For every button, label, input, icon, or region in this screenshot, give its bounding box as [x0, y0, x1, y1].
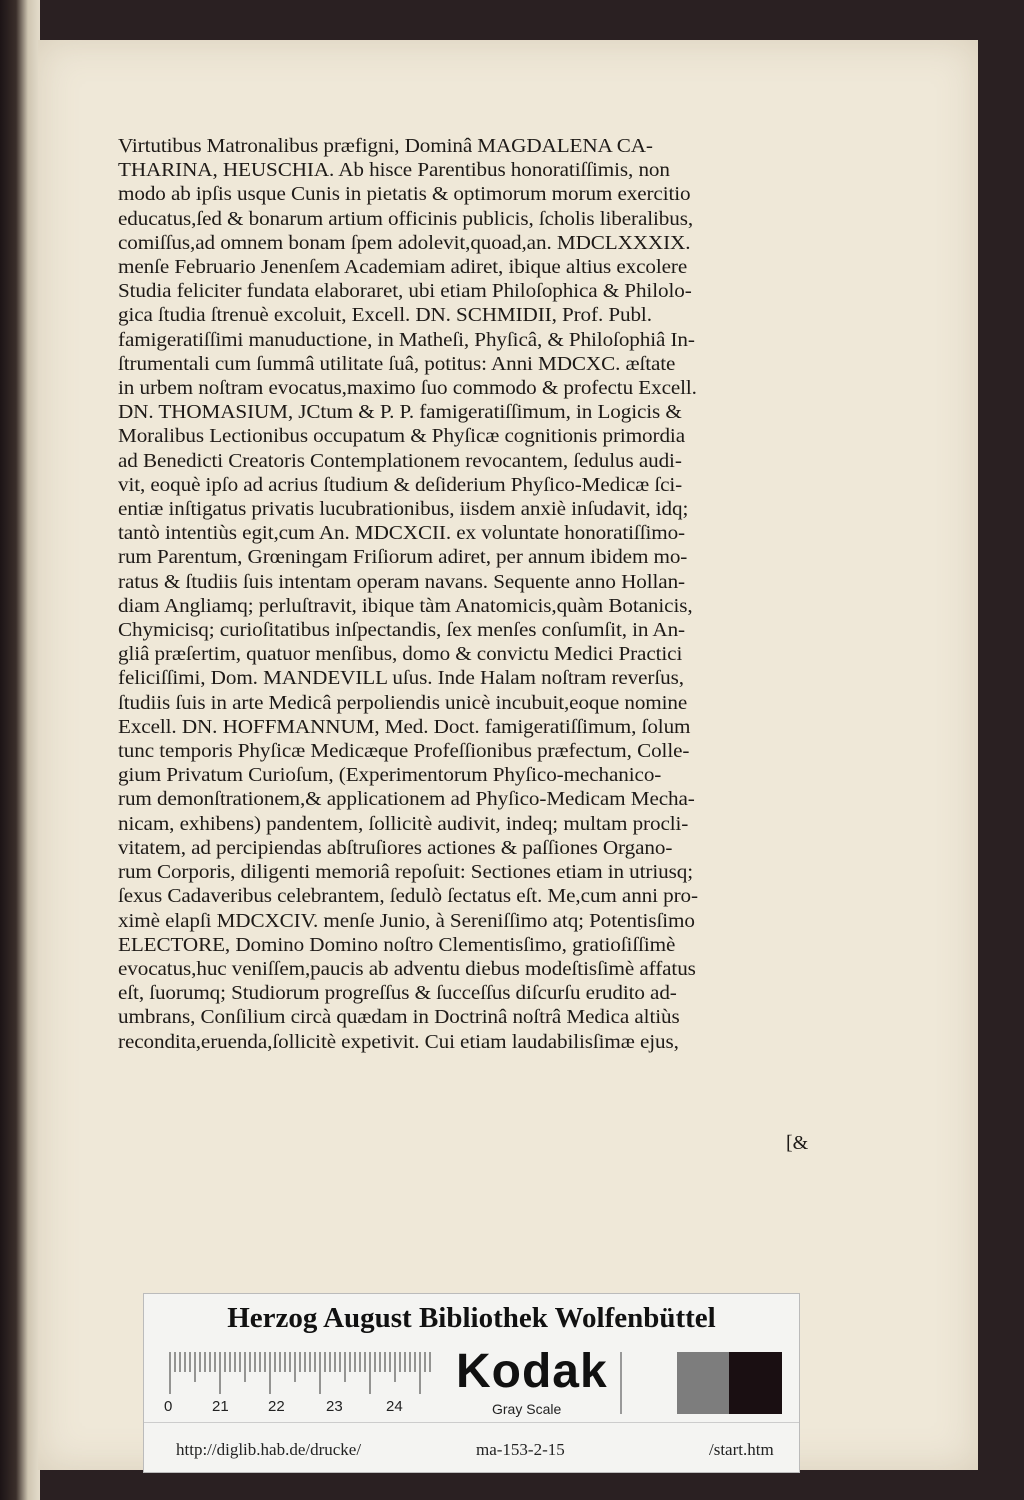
- text-line: Chymicisq; curioſitatibus inſpectandis, ſex menſes conſumſit, in An-: [118, 620, 685, 642]
- text-line: tantò intentiùs egit,cum An. MDCXCII. ex voluntate honoratiſſimo-: [118, 523, 685, 545]
- divider: [620, 1352, 622, 1414]
- text-line: THARINA, HEUSCHIA. Ab hisce Parentibus honoratiſſimis, non: [118, 160, 670, 182]
- text-line: Studia feliciter fundata elaboraret, ubi etiam Philoſophica & Philolo-: [118, 281, 692, 303]
- text-line: entiæ inſtigatus privatis lucubrationibus, iisdem anxiè inſudavit, idq;: [118, 499, 689, 521]
- catchword: [&: [786, 1132, 809, 1154]
- url-start: /start.htm: [709, 1440, 774, 1459]
- gray-swatch: [677, 1352, 729, 1414]
- text-line: in urbem noſtram evocatus,maximo ſuo commodo & profectu Excell.: [118, 378, 697, 400]
- text-line: recondita,eruenda,ſollicitè expetivit. Cui etiam laudabilisſimæ ejus,: [118, 1031, 679, 1053]
- kodak-logo: Kodak: [456, 1345, 608, 1398]
- library-title: Herzog August Bibliothek Wolfenbüttel: [227, 1302, 716, 1334]
- text-line: famigeratiſſimi manuductione, in Matheſi, Phyſicâ, & Philoſophiâ In-: [118, 329, 695, 351]
- card-divider: [144, 1422, 799, 1423]
- text-line: ſexus Cadaveribus celebrantem, ſedulò ſectatus eſt. Me,cum anni pro-: [118, 886, 698, 908]
- page-text: [118, 135, 858, 1055]
- gray-scale-label: Gray Scale: [492, 1401, 562, 1417]
- text-line: ad Benedicti Creatoris Contemplationem revocantem, ſedulus audi-: [118, 450, 682, 472]
- text-line: Virtutibus Matronalibus præfigni, Dominâ MAGDALENA CA-: [118, 136, 653, 157]
- text-line: ratus & ſtudiis ſuis intentam operam navans. Sequente anno Hollan-: [118, 571, 685, 593]
- book-page: [38, 40, 978, 1470]
- ruler-label: 21: [212, 1398, 229, 1415]
- text-line: Moralibus Lectionibus occupatum & Phyſicæ cognitionis primordia: [118, 426, 685, 448]
- book-spine-edge: [0, 0, 40, 1500]
- ruler-label: 22: [268, 1398, 285, 1415]
- text-line: DN. THOMASIUM, JCtum & P. P. famigeratiſſimum, in Logicis &: [118, 402, 682, 424]
- text-line: Excell. DN. HOFFMANNUM, Med. Doct. famigeratiſſimum, ſolum: [118, 716, 691, 738]
- text-line: vitatem, ad percipiendas abſtruſiores actiones & paſſiones Organo-: [118, 837, 673, 859]
- ruler-label: 0: [164, 1398, 173, 1415]
- text-line: ſtudiis ſuis in arte Medicâ perpoliendis unicè incubuit,eoque nomine: [118, 692, 688, 714]
- text-line: tunc temporis Phyſicæ Medicæque Profeſſionibus præfectum, Colle-: [118, 741, 690, 763]
- text-line: eſt, ſuorumq; Studiorum progreſſus & ſucceſſus diſcurſu erudito ad-: [118, 983, 677, 1005]
- text-line: diam Angliamq; perluſtravit, ibique tàm Anatomicis,quàm Botanicis,: [118, 595, 693, 617]
- text-line: educatus,ſed & bonarum artium officinis publicis, ſcholis liberalibus,: [118, 208, 693, 230]
- text-line: gliâ præſertim, quatuor menſibus, domo & convictu Medici Practici: [118, 644, 682, 666]
- text-line: modo ab ipſis usque Cunis in pietatis & optimorum morum exercitio: [118, 184, 691, 206]
- black-swatch: [729, 1352, 782, 1414]
- ruler-scale: [168, 1352, 433, 1394]
- text-line: vit, eoquè ipſo ad acrius ſtudium & deſiderium Phyſico-Medicæ ſci-: [118, 474, 682, 496]
- text-line: rum Corporis, diligenti memoriâ repoſuit: Sectiones etiam in utriusq;: [118, 862, 693, 884]
- text-line: gica ſtudia ſtrenuè excoluit, Excell. DN. SCHMIDII, Prof. Publ.: [118, 305, 652, 327]
- text-line: feliciſſimi, Dom. MANDEVILL uſus. Inde Halam noſtram reverſus,: [118, 668, 684, 690]
- ruler-label: 24: [386, 1398, 403, 1415]
- text-line: umbrans, Conſilium circà quædam in Doctrinâ noſtrâ Medica altiùs: [118, 1007, 680, 1029]
- text-line: ELECTORE, Domino Domino noſtro Clementisſimo, gratioſiſſimè: [118, 934, 676, 956]
- text-line: menſe Februario Jenenſem Academiam adiret, ibique altius excolere: [118, 257, 688, 279]
- text-line: gium Privatum Curioſum, (Experimentorum Phyſico-mechanico-: [118, 765, 662, 787]
- text-line: nicam, exhibens) pandentem, ſollicitè audivit, indeq; multam procli-: [118, 813, 689, 835]
- url-id: ma-153-2-15: [476, 1440, 565, 1459]
- text-line: ſtrumentali cum ſummâ utilitate ſuâ, potitus: Anni MDCXC. æſtate: [118, 353, 676, 375]
- text-line: evocatus,huc veniſſem,paucis ab adventu diebus modeſtisſimè affatus: [118, 958, 696, 980]
- text-line: comiſſus,ad omnem bonam ſpem adolevit,quoad,an. MDCLXXXIX.: [118, 232, 691, 254]
- library-color-card: [143, 1293, 800, 1473]
- url-base: http://diglib.hab.de/drucke/: [176, 1440, 362, 1459]
- text-line: rum Parentum, Grœningam Friſiorum adiret, per annum ibidem mo-: [118, 547, 688, 569]
- text-line: ximè elapſi MDCXCIV. menſe Junio, à Sereniſſimo atq; Potentisſimo: [118, 910, 695, 932]
- ruler-label: 23: [326, 1398, 343, 1415]
- text-line: rum demonſtrationem,& applicationem ad Phyſico-Medicam Mecha-: [118, 789, 695, 811]
